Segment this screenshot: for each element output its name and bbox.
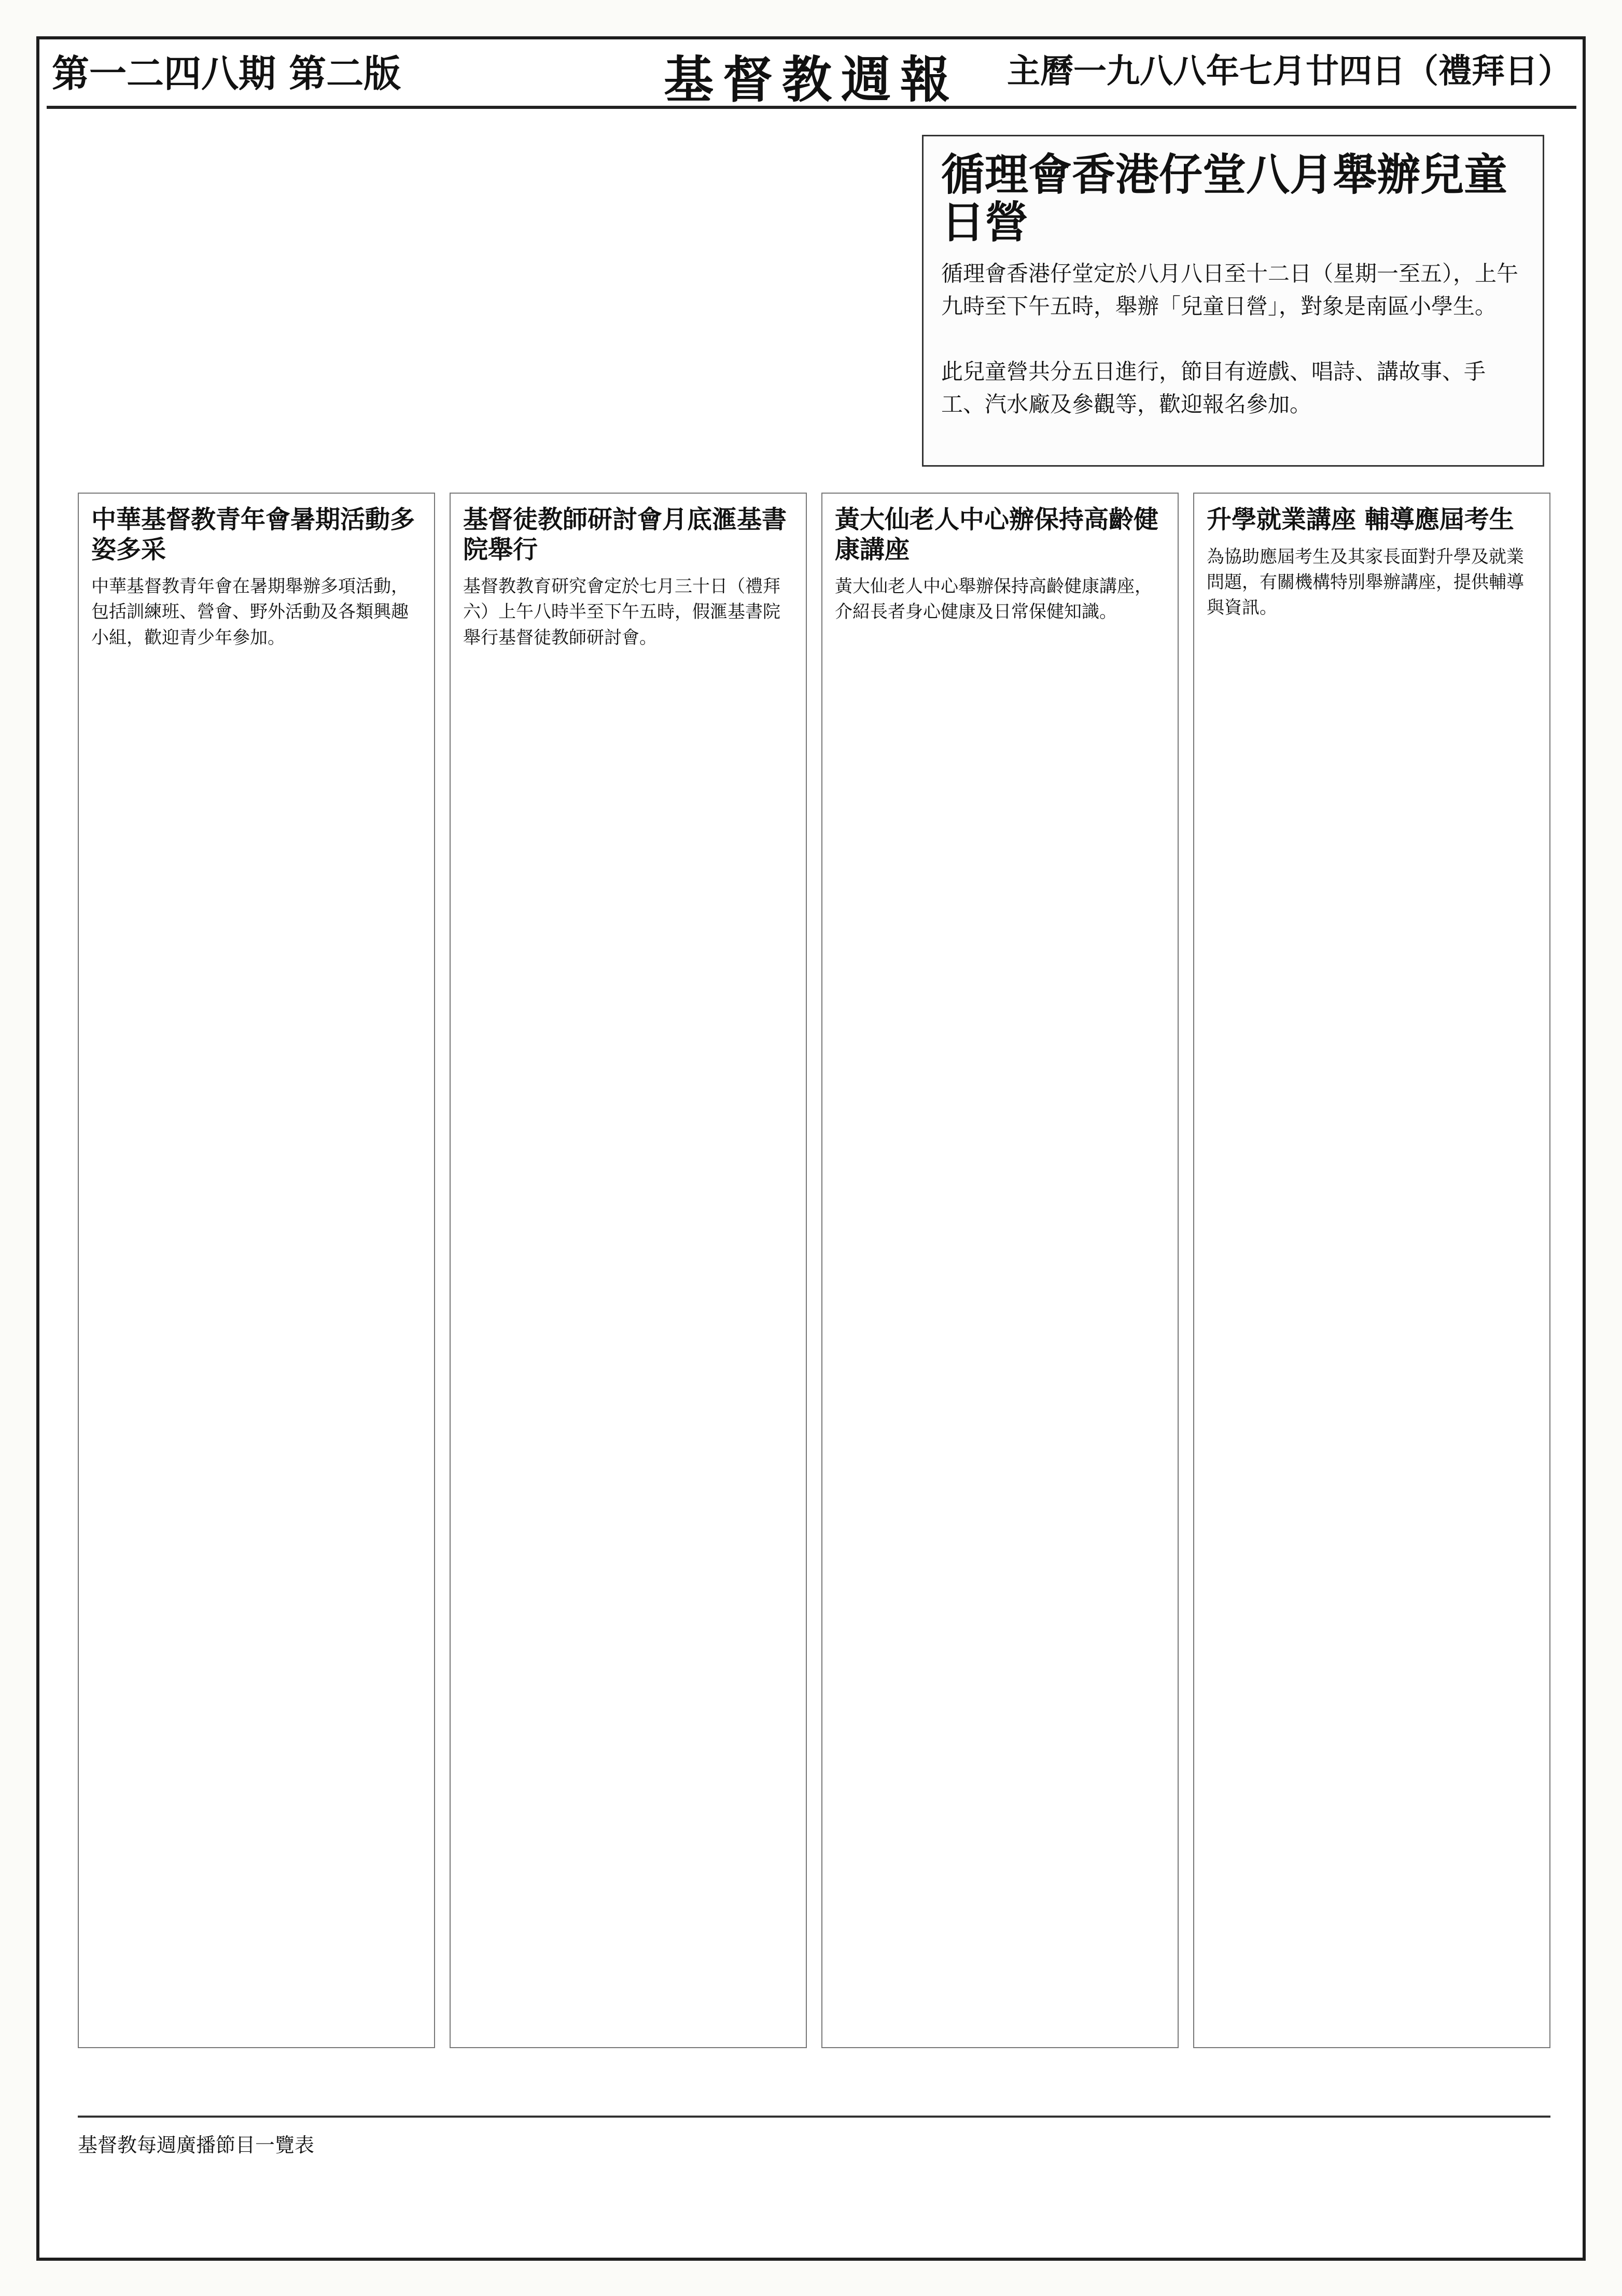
- newspaper-title: 基督教週報: [664, 50, 959, 109]
- article-columns: [78, 493, 1550, 2048]
- footer-note: 基督教每週廣播節目一覽表: [78, 2116, 1550, 2209]
- issue-label: 第一二四八期 第二版: [52, 51, 401, 95]
- article-title-1: 中華基督教青年會暑期活動多姿多采: [91, 505, 415, 564]
- article-text-2: 基督教教育研究會定於七月三十日（禮拜六）上午八時半至下午五時，假滙基書院舉行基督徒教師研討會。: [463, 576, 780, 648]
- article-column-3: [821, 493, 1179, 2048]
- issue-date: 主曆一九八八年七月廿四日（禮拜日）: [1007, 52, 1571, 91]
- main-content: [57, 130, 1565, 2219]
- article-title-2: 基督徒教師研討會月底滙基書院舉行: [463, 505, 787, 564]
- article-column-4: [1193, 493, 1550, 2048]
- article-column-2: [450, 493, 807, 2048]
- newspaper-header: [47, 47, 1576, 109]
- article-title-4: 升學就業講座 輔導應屆考生: [1207, 505, 1514, 534]
- lead-text: 循理會香港仔堂定於八月八日至十二日（星期一至五），上午九時至下午五時，舉辦「兒童日營」，對象是南區小學生。 此兒童營共分五日進行，節目有遊戲、唱詩、講故事、手工、汽水廠及參觀等，歡迎報名參加。: [941, 260, 1519, 417]
- article-column-1: [78, 493, 435, 2048]
- article-text-1: 中華基督教青年會在暑期舉辦多項活動，包括訓練班、營會、野外活動及各類興趣小組，歡迎青少年參加。: [91, 576, 409, 648]
- article-text-4: 為協助應屆考生及其家長面對升學及就業問題，有關機構特別舉辦講座，提供輔導與資訊。: [1207, 546, 1524, 619]
- lead-title: 循理會香港仔堂八月舉辦兒童日營: [941, 149, 1508, 248]
- article-title-3: 黃大仙老人中心辦保持高齡健康講座: [835, 505, 1159, 564]
- article-text-3: 黃大仙老人中心舉辦保持高齡健康講座，介紹長者身心健康及日常保健知識。: [835, 576, 1152, 623]
- lead-article: [922, 135, 1544, 467]
